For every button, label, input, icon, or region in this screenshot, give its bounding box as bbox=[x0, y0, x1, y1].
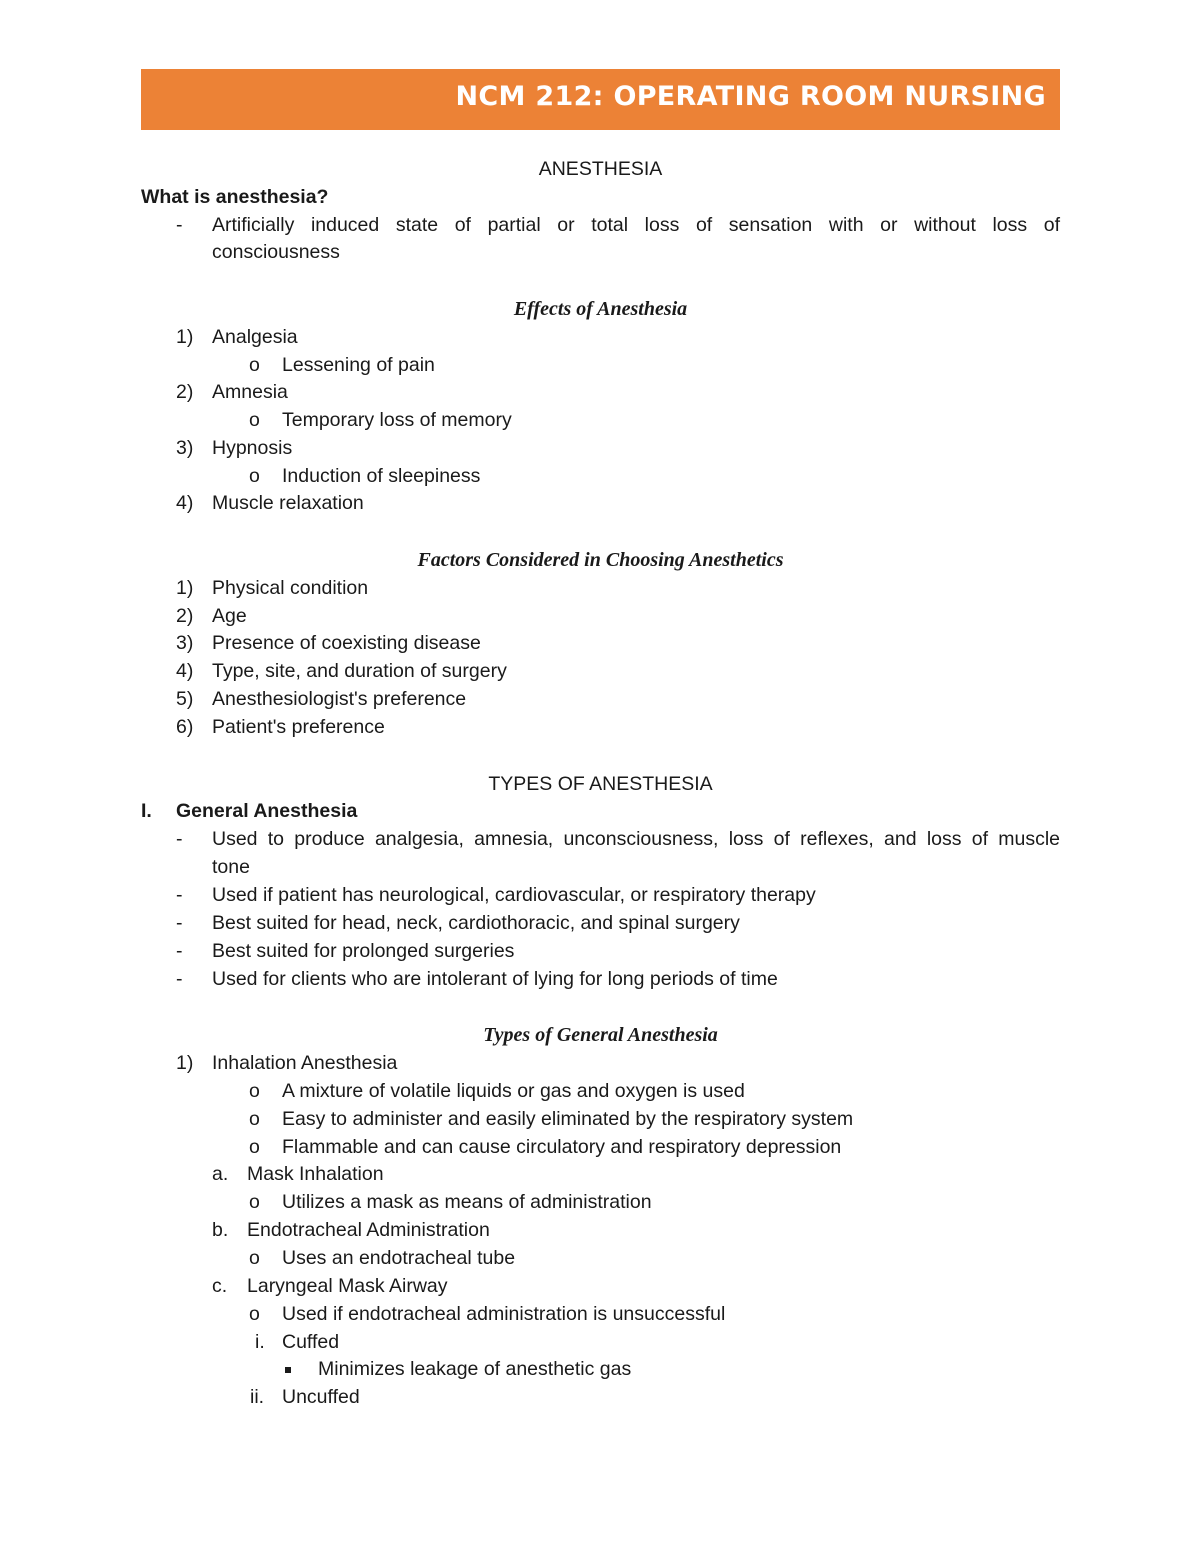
list-item: Endotracheal Administration bbox=[247, 1219, 490, 1241]
types-general-heading: Types of General Anesthesia bbox=[483, 1024, 718, 1046]
bullet-point-continued: tone bbox=[212, 856, 250, 878]
circle-bullet-icon: o bbox=[249, 1303, 260, 1325]
square-bullet-icon bbox=[285, 1357, 291, 1381]
list-item: Laryngeal Mask Airway bbox=[247, 1275, 448, 1297]
list-letter: c. bbox=[212, 1275, 228, 1297]
roman-numeral: i. bbox=[255, 1331, 265, 1353]
sub-item: Flammable and can cause circulatory and respiratory depression bbox=[282, 1136, 842, 1158]
circle-bullet-icon: o bbox=[249, 409, 260, 431]
list-item: Presence of coexisting disease bbox=[212, 632, 481, 654]
list-letter: a. bbox=[212, 1163, 229, 1185]
list-item: Anesthesiologist's preference bbox=[212, 688, 467, 710]
list-letter: b. bbox=[212, 1219, 229, 1241]
list-item: Type, site, and duration of surgery bbox=[212, 660, 507, 682]
list-item: Amnesia bbox=[212, 381, 288, 403]
sub-item: Induction of sleepiness bbox=[282, 465, 481, 487]
list-number: 4) bbox=[176, 492, 194, 514]
list-number: 5) bbox=[176, 688, 194, 710]
bullet-point: Best suited for head, neck, cardiothoracic, and spinal surgery bbox=[212, 912, 740, 934]
list-item: Muscle relaxation bbox=[212, 492, 364, 514]
list-number: 3) bbox=[176, 632, 194, 654]
circle-bullet-icon: o bbox=[249, 1191, 260, 1213]
types-heading: TYPES OF ANESTHESIA bbox=[488, 773, 713, 795]
list-item: Physical condition bbox=[212, 577, 369, 599]
effects-heading: Effects of Anesthesia bbox=[513, 298, 688, 320]
circle-bullet-icon: o bbox=[249, 1080, 260, 1102]
list-number: 6) bbox=[176, 716, 194, 738]
general-anesthesia-title: General Anesthesia bbox=[176, 800, 358, 822]
list-number: 1) bbox=[176, 577, 194, 599]
list-item: Mask Inhalation bbox=[247, 1163, 384, 1185]
list-item: Patient's preference bbox=[212, 716, 385, 738]
dash-bullet: - bbox=[176, 828, 183, 850]
roman-number: I. bbox=[141, 800, 152, 822]
sub-item: Used if endotracheal administration is unsuccessful bbox=[282, 1303, 726, 1325]
dash-bullet: - bbox=[176, 940, 183, 962]
list-item: Cuffed bbox=[282, 1331, 340, 1353]
list-number: 2) bbox=[176, 381, 194, 403]
dash-bullet: - bbox=[176, 968, 183, 990]
factors-heading: Factors Considered in Choosing Anesthetics bbox=[417, 549, 784, 571]
sub-item: Lessening of pain bbox=[282, 354, 435, 376]
list-item: Uncuffed bbox=[282, 1386, 360, 1408]
list-number: 4) bbox=[176, 660, 194, 682]
dash-bullet: - bbox=[176, 214, 183, 236]
question-heading: What is anesthesia? bbox=[141, 186, 329, 208]
sub-item: Uses an endotracheal tube bbox=[282, 1247, 516, 1269]
bullet-point: Used if patient has neurological, cardiovascular, or respiratory therapy bbox=[212, 884, 816, 906]
circle-bullet-icon: o bbox=[249, 1247, 260, 1269]
bullet-point: Best suited for prolonged surgeries bbox=[212, 940, 515, 962]
list-item: Analgesia bbox=[212, 326, 298, 348]
list-item: Inhalation Anesthesia bbox=[212, 1052, 398, 1074]
sub-item: Minimizes leakage of anesthetic gas bbox=[318, 1358, 632, 1380]
circle-bullet-icon: o bbox=[249, 465, 260, 487]
definition-line-1: Artificially induced state of partial or total loss of sensation with or without loss of bbox=[212, 214, 1060, 236]
sub-item: Easy to administer and easily eliminated by the respiratory system bbox=[282, 1108, 854, 1130]
roman-numeral: ii. bbox=[250, 1386, 265, 1408]
bullet-point: Used for clients who are intolerant of lying for long periods of time bbox=[212, 968, 778, 990]
circle-bullet-icon: o bbox=[249, 354, 260, 376]
list-number: 1) bbox=[176, 326, 194, 348]
sub-item: Temporary loss of memory bbox=[282, 409, 512, 431]
sub-item: Utilizes a mask as means of administration bbox=[282, 1191, 652, 1213]
definition-line-2: consciousness bbox=[212, 241, 340, 263]
dash-bullet: - bbox=[176, 884, 183, 906]
list-number: 2) bbox=[176, 605, 194, 627]
list-number: 1) bbox=[176, 1052, 194, 1074]
course-title: NCM 212: OPERATING ROOM NURSING bbox=[455, 81, 1046, 112]
header-banner bbox=[141, 69, 1060, 130]
list-item: Hypnosis bbox=[212, 437, 293, 459]
section-title: ANESTHESIA bbox=[538, 158, 663, 180]
sub-item: A mixture of volatile liquids or gas and oxygen is used bbox=[282, 1080, 745, 1102]
list-item: Age bbox=[212, 605, 247, 627]
circle-bullet-icon: o bbox=[249, 1136, 260, 1158]
bullet-point: Used to produce analgesia, amnesia, unconsciousness, loss of reflexes, and loss of muscle bbox=[212, 828, 1060, 850]
dash-bullet: - bbox=[176, 912, 183, 934]
list-number: 3) bbox=[176, 437, 194, 459]
circle-bullet-icon: o bbox=[249, 1108, 260, 1130]
